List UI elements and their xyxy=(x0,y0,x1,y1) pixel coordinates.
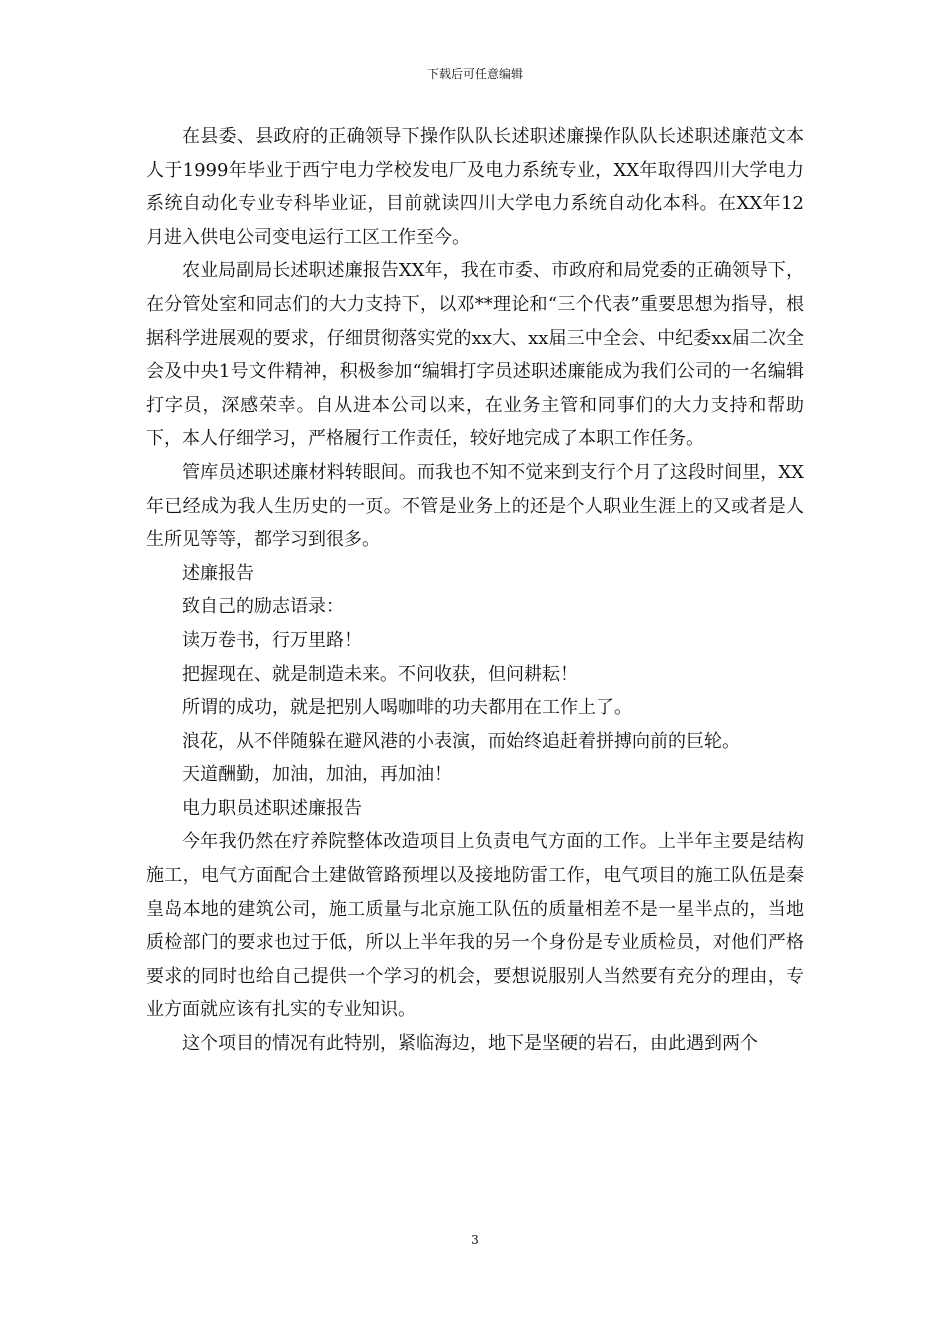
paragraph: 浪花，从不伴随躲在避风港的小表演，而始终追赶着拼搏向前的巨轮。 xyxy=(182,730,740,752)
paragraph: 致自己的励志语录： xyxy=(182,596,344,618)
paragraph: 在县委、县政府的正确领导下操作队队长述职述廉操作队队长述职述廉范文本人于1999年毕业于西宁电力学校发电厂及电力系统专业，XX年取得四川大学电力系统自动化专业专科毕业证，目前就读四川大学电力系统自动化本科。在XX年12月进入供电公司变电运行工区工作至今。 xyxy=(146,126,804,248)
paragraph: 管库员述职述廉材料转眼间。而我也不知不觉来到支行个月了这段时间里，XX年已经成为我人生历史的一页。不管是业务上的还是个人职业生涯上的又或者是人生所见等等，都学习到很多。 xyxy=(146,461,804,551)
paragraph: 这个项目的情况有此特别，紧临海边，地下是坚硬的岩石，由此遇到两个 xyxy=(182,1033,758,1055)
paragraph: 所谓的成功，就是把别人喝咖啡的功夫都用在工作上了。 xyxy=(182,697,632,719)
paragraph: 天道酬勤，加油，加油，再加油！ xyxy=(182,764,452,786)
paragraph: 述廉报告 xyxy=(182,562,254,584)
paragraph: 农业局副局长述职述廉报告XX年，我在市委、市政府和局党委的正确领导下，在分管处室和同志们的大力支持下，以邓**理论和“三个代表”重要思想为指导，根据科学进展观的要求，仔细贯彻落实党的xx大、xx届三中全会、中纪委xx届二次全会及中央1号文件精神，积极参加“编辑打字员述职述廉能成为我们公司的一名编辑打字员，深感荣幸。自从进本公司以来，在业务主管和同事们的大力支持和帮助下，本人仔细学习，严格履行工作责任，较好地完成了本职工作任务。 xyxy=(146,260,804,450)
document-body xyxy=(146,120,804,1061)
header-note: 下载后可任意编辑 xyxy=(426,67,523,81)
paragraph: 读万卷书，行万里路！ xyxy=(182,629,362,651)
page-number: 3 xyxy=(471,1233,479,1247)
paragraph: 把握现在、就是制造未来。不问收获，但问耕耘！ xyxy=(182,663,578,685)
paragraph: 电力职员述职述廉报告 xyxy=(182,797,362,819)
paragraph: 今年我仍然在疗养院整体改造项目上负责电气方面的工作。上半年主要是结构施工，电气方面配合土建做管路预埋以及接地防雷工作，电气项目的施工队伍是秦皇岛本地的建筑公司，施工质量与北京施工队伍的质量相差不是一星半点的，当地质检部门的要求也过于低，所以上半年我的另一个身份是专业质检员，对他们严格要求的同时也给自己提供一个学习的机会，要想说服别人当然要有充分的理由，专业方面就应该有扎实的专业知识。 xyxy=(146,831,804,1021)
